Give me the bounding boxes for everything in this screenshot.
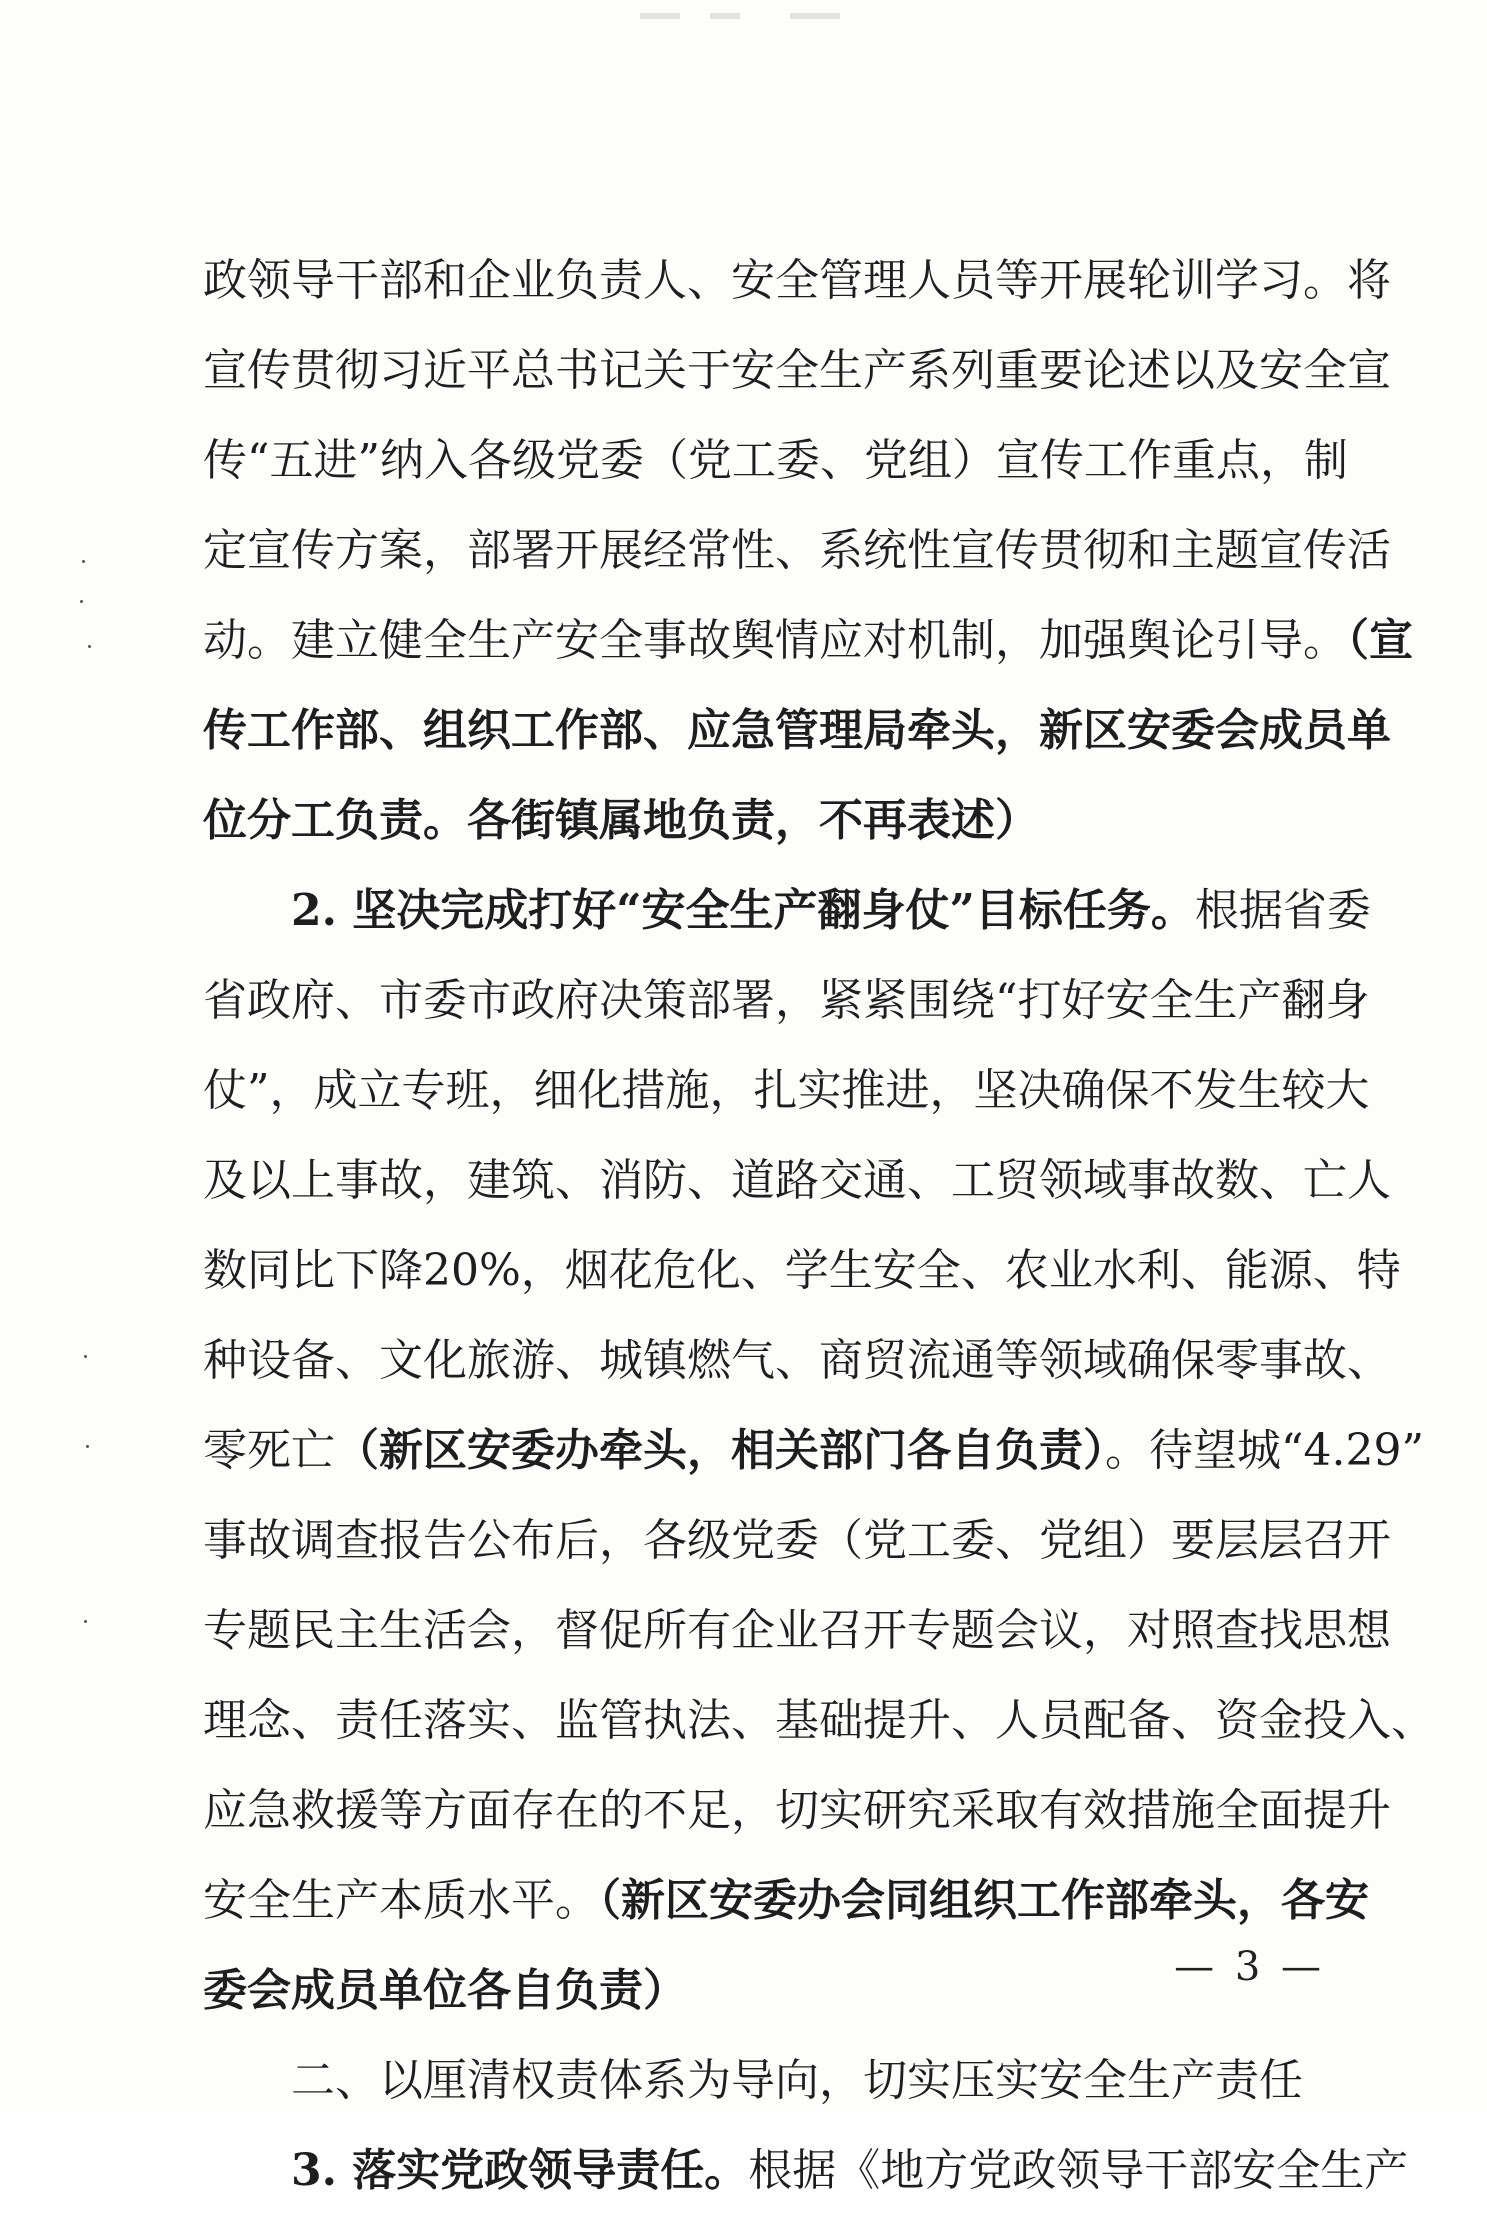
bold-text-run: （宣 — [1347, 615, 1413, 666]
text-line — [203, 1676, 1435, 1766]
text-line — [203, 596, 1413, 686]
text-run: 事故调查报告公布后，各级党委（党工委、党组）要层层召开 — [203, 1515, 1391, 1566]
text-line — [203, 866, 1371, 956]
text-run: 应急救援等方面存在的不足，切实研究采取有效措施全面提升 — [203, 1785, 1391, 1836]
scan-speck — [84, 1355, 87, 1358]
text-run: 。待望城“4.29” — [1105, 1425, 1424, 1476]
text-run: 传“五进”纳入各级党委（党工委、党组）宣传工作重点，制 — [203, 435, 1348, 486]
text-line — [203, 1136, 1391, 1226]
bold-text-run: 位分工负责。各街镇属地负责，不再表述） — [203, 795, 1039, 846]
text-run: 宣传贯彻习近平总书记关于安全生产系列重要论述以及安全宣 — [203, 345, 1391, 396]
text-line — [203, 1046, 1370, 1136]
bold-text-run: 2. 坚决完成打好“安全生产翻身仗”目标任务。 — [291, 885, 1195, 936]
bold-text-run: （新区安委办会同组织工作部牵头，各安 — [599, 1875, 1369, 1926]
text-run: 专题民主生活会，督促所有企业召开专题会议，对照查找思想 — [203, 1605, 1391, 1656]
text-line — [203, 326, 1391, 416]
text-line — [203, 236, 1391, 326]
bold-text-run: 委会成员单位各自负责） — [203, 1965, 687, 2016]
text-run: 根据省委 — [1194, 885, 1371, 936]
scan-header-mark — [640, 8, 890, 22]
text-line — [203, 1946, 1323, 2036]
text-run: 及以上事故，建筑、消防、道路交通、工贸领域事故数、亡人 — [203, 1155, 1391, 1206]
text-run: 定宣传方案，部署开展经常性、系统性宣传贯彻和主题宣传活 — [203, 525, 1391, 576]
text-run: 动。建立健全生产安全事故舆情应对机制，加强舆论引导。 — [203, 615, 1347, 666]
text-run: 省政府、市委市政府决策部署，紧紧围绕“打好安全生产翻身 — [203, 975, 1370, 1026]
text-run: 数同比下降20%，烟花危化、学生安全、农业水利、能源、特 — [203, 1245, 1401, 1296]
scan-speck — [80, 600, 83, 603]
text-line — [203, 1856, 1369, 1946]
bold-text-run: 传工作部、组织工作部、应急管理局牵头，新区安委会成员单 — [203, 705, 1391, 756]
item-3-first-line — [203, 2126, 1409, 2216]
text-line — [203, 506, 1391, 596]
text-line — [203, 776, 1323, 866]
text-line — [203, 686, 1391, 776]
text-line — [203, 1586, 1391, 1676]
text-run: 政领导干部和企业负责人、安全管理人员等开展轮训学习。将 — [203, 255, 1391, 306]
body-text — [203, 236, 1435, 2216]
text-line — [203, 1316, 1391, 1406]
scan-speck — [88, 645, 91, 648]
text-run: 安全生产本质水平。 — [203, 1875, 599, 1926]
paragraph-lines — [203, 236, 1435, 2036]
text-line — [203, 1496, 1391, 1586]
scan-speck — [82, 560, 85, 563]
section-heading: 二、以厘清权责体系为导向，切实压实安全生产责任 — [291, 2055, 1303, 2106]
scan-speck — [84, 1620, 87, 1623]
text-line — [203, 1406, 1424, 1496]
text-run: 种设备、文化旅游、城镇燃气、商贸流通等领域确保零事故、 — [203, 1335, 1391, 1386]
text-line — [203, 1226, 1401, 1316]
text-run: 零死亡 — [203, 1425, 335, 1476]
bold-text-run: （新区安委办牵头，相关部门各自负责） — [335, 1425, 1105, 1476]
bold-text-run: 3. 落实党政领导责任。 — [291, 2145, 749, 2196]
text-line — [203, 416, 1348, 506]
text-run: 仗”，成立专班，细化措施，扎实推进，坚决确保不发生较大 — [203, 1065, 1370, 1116]
scan-speck — [86, 1445, 89, 1448]
text-line — [203, 1766, 1391, 1856]
page-number: — 3 — — [1174, 1944, 1325, 1990]
text-line — [203, 956, 1370, 1046]
text-run: 理念、责任落实、监管执法、基础提升、人员配备、资金投入、 — [203, 1695, 1435, 1746]
text-run: 根据《地方党政领导干部安全生产 — [748, 2145, 1409, 2196]
